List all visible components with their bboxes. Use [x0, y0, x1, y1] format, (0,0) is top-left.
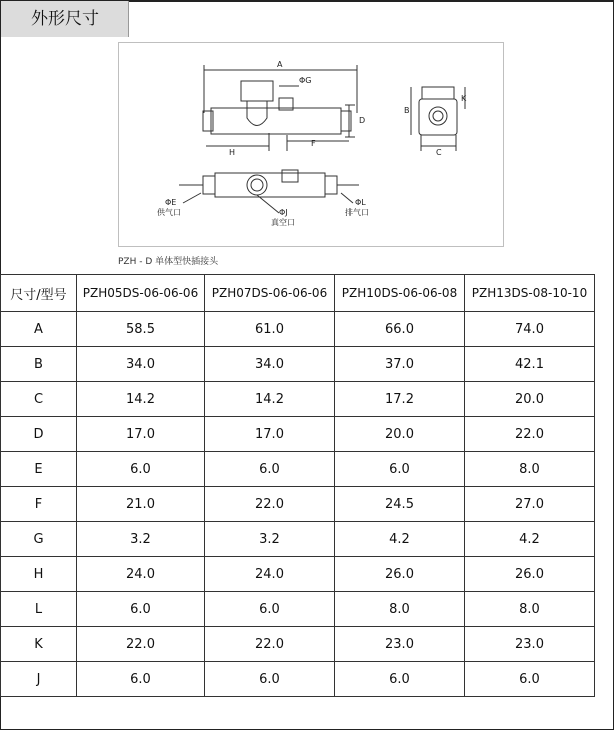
table-cell: 6.0 [77, 452, 205, 487]
label-k: K [461, 94, 467, 103]
table-header-row [1, 275, 595, 312]
table-cell: 23.0 [335, 627, 465, 662]
table-cell: 8.0 [465, 452, 595, 487]
table-cell: 6.0 [77, 662, 205, 697]
dimension-table [0, 274, 595, 697]
table-cell: H [1, 557, 77, 592]
table-cell: F [1, 487, 77, 522]
table-cell: 6.0 [205, 452, 335, 487]
table-row [1, 312, 595, 347]
table-cell: 27.0 [465, 487, 595, 522]
table-cell: 4.2 [335, 522, 465, 557]
table-cell: J [1, 662, 77, 697]
table-cell: 22.0 [77, 627, 205, 662]
header-cell: PZH05DS-06-06-06 [77, 275, 205, 312]
label-vacuum: 真空口 [271, 218, 295, 227]
label-supply: 供气口 [157, 208, 181, 217]
table-cell: 34.0 [205, 347, 335, 382]
table-cell: 3.2 [77, 522, 205, 557]
table-cell: K [1, 627, 77, 662]
header-cell: 尺寸/型号 [1, 275, 77, 312]
table-cell: 6.0 [205, 592, 335, 627]
section-title: 外形尺寸 [1, 1, 129, 37]
table-cell: 6.0 [77, 592, 205, 627]
table-cell: 24.0 [77, 557, 205, 592]
table-cell: 6.0 [205, 662, 335, 697]
table-cell: 22.0 [205, 487, 335, 522]
table-cell: 17.0 [77, 417, 205, 452]
table-cell: 42.1 [465, 347, 595, 382]
table-cell: D [1, 417, 77, 452]
table-cell: 22.0 [205, 627, 335, 662]
table-cell: B [1, 347, 77, 382]
table-cell: A [1, 312, 77, 347]
table-cell: 26.0 [335, 557, 465, 592]
table-row [1, 347, 595, 382]
technical-drawing [118, 42, 504, 247]
table-row [1, 557, 595, 592]
drawing-svg [119, 43, 505, 248]
table-cell: 6.0 [335, 452, 465, 487]
label-j: ΦJ [279, 208, 288, 217]
table-cell: 14.2 [77, 382, 205, 417]
header-cell: PZH13DS-08-10-10 [465, 275, 595, 312]
label-f: F [311, 139, 316, 148]
label-b: B [404, 106, 410, 115]
table-cell: 26.0 [465, 557, 595, 592]
table-cell: 17.2 [335, 382, 465, 417]
table-cell: 24.5 [335, 487, 465, 522]
table-cell: 8.0 [465, 592, 595, 627]
table-cell: 37.0 [335, 347, 465, 382]
table-row [1, 382, 595, 417]
figure-caption: PZH - D 单体型快插接头 [118, 257, 219, 267]
header-cell: PZH07DS-06-06-06 [205, 275, 335, 312]
table-cell: 6.0 [465, 662, 595, 697]
table-cell: 22.0 [465, 417, 595, 452]
table-cell: 21.0 [77, 487, 205, 522]
table-cell: 61.0 [205, 312, 335, 347]
label-h: H [229, 148, 236, 157]
table-cell: G [1, 522, 77, 557]
label-l: ΦL [355, 198, 366, 207]
side-body [419, 99, 457, 135]
table-cell: L [1, 592, 77, 627]
body-neck [247, 101, 267, 126]
label-a: A [277, 60, 283, 69]
table-cell: 4.2 [465, 522, 595, 557]
table-cell: 23.0 [465, 627, 595, 662]
header-cell: PZH10DS-06-06-08 [335, 275, 465, 312]
table-row [1, 452, 595, 487]
table-cell: 34.0 [77, 347, 205, 382]
table-cell: C [1, 382, 77, 417]
top-border [129, 1, 613, 2]
table-cell: 66.0 [335, 312, 465, 347]
table-row [1, 417, 595, 452]
table-cell: 3.2 [205, 522, 335, 557]
vacuum-port-top [241, 81, 273, 101]
table-row [1, 487, 595, 522]
table-cell: 20.0 [335, 417, 465, 452]
table-cell: 14.2 [205, 382, 335, 417]
table-row [1, 627, 595, 662]
label-exhaust: 排气口 [345, 208, 369, 217]
table-cell: 8.0 [335, 592, 465, 627]
table-cell: 20.0 [465, 382, 595, 417]
table-row [1, 592, 595, 627]
table-cell: E [1, 452, 77, 487]
table-cell: 58.5 [77, 312, 205, 347]
bottom-body [215, 173, 325, 197]
table-cell: 6.0 [335, 662, 465, 697]
table-cell: 17.0 [205, 417, 335, 452]
table-row [1, 522, 595, 557]
table-cell: 24.0 [205, 557, 335, 592]
table-cell: 74.0 [465, 312, 595, 347]
label-g: ΦG [299, 76, 312, 85]
label-e: ΦE [165, 198, 177, 207]
label-c: C [436, 148, 442, 157]
table-row [1, 662, 595, 697]
label-d: D [359, 116, 366, 125]
main-body [211, 108, 341, 134]
